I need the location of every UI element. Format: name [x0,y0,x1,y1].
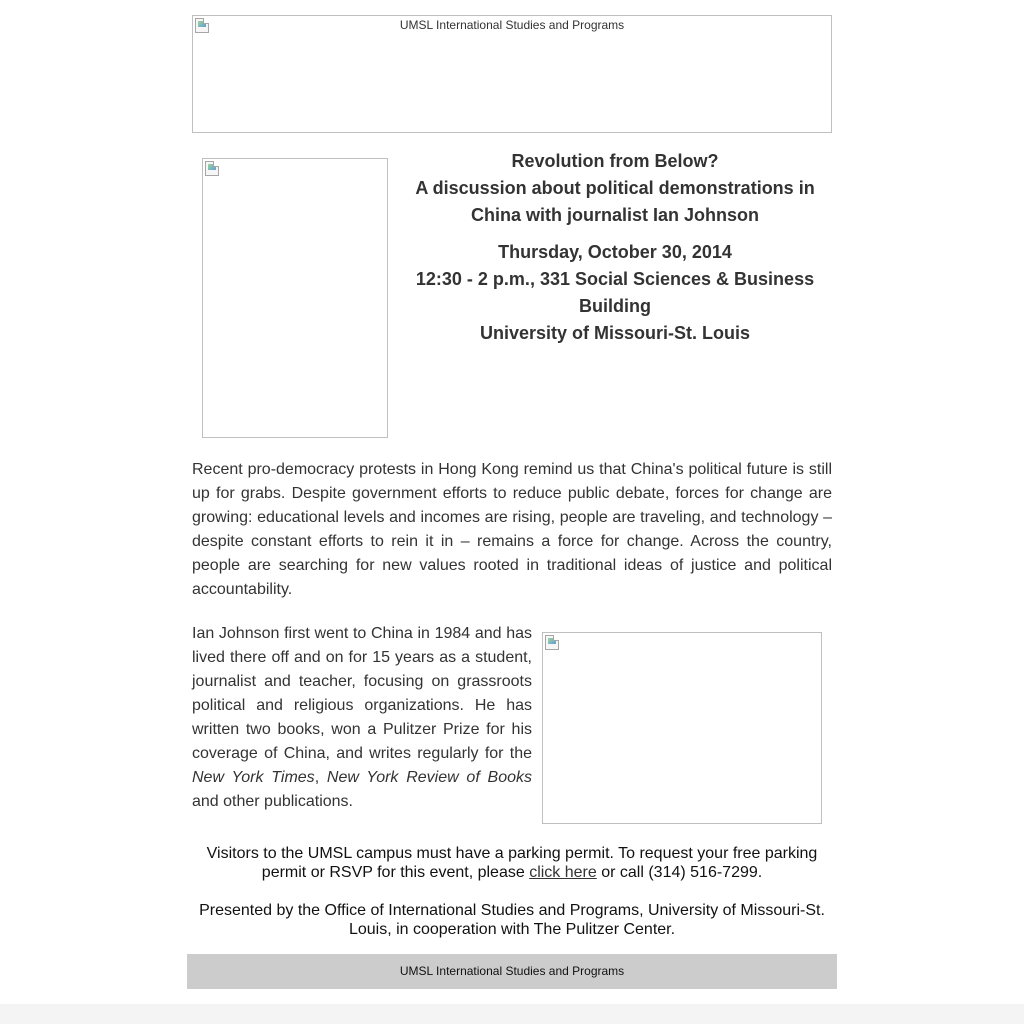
banner-alt-text: UMSL International Studies and Programs [399,18,625,32]
page-bottom-strip [0,1004,1024,1024]
broken-image-icon [545,635,559,650]
broken-image-icon [205,161,219,176]
book-cover-image [542,632,822,824]
bio-text: Ian Johnson first went to China in 1984 and has lived there off and on for 15 years as a student, journalist and teacher, focusing on grassroots political and religious organizations. He has written two books, won a Pulitzer Prize for his coverage of China, and writes regularly for the [192,625,532,762]
event-date: Thursday, October 30, 2014 [498,242,732,262]
footer-bar: UMSL International Studies and Programs [187,954,837,989]
presented-by: Presented by the Office of International Studies and Programs, University of Missouri-St. Louis, in cooperation with The Pulitzer Center. [199,902,825,938]
bio-paragraph [192,622,532,814]
publication-nyrb: New York Review of Books [326,769,532,786]
bio-text-end: and other publications. [192,793,353,810]
header-banner-image [192,15,832,133]
parking-info [192,844,832,882]
event-subtitle: A discussion about political demonstrations in China with journalist Ian Johnson [415,178,815,225]
publication-separator: , [314,769,320,786]
publication-nyt: New York Times [192,769,315,786]
event-venue: University of Missouri-St. Louis [479,323,751,343]
parking-phone: or call (314) 516-7299. [601,864,763,881]
event-title: Revolution from Below? [511,151,719,171]
intro-paragraph: Recent pro-democracy protests in Hong Kong remind us that China's political future is still up for grabs. Despite government efforts to reduce public debate, forces for change are growing: educational levels and incomes are rising, people are traveling, and technology – despite constant efforts to rein it in – remains a force for change. Across the country, people are searching for new values rooted in traditional ideas of justice and political accountability. [192,461,832,598]
parking-text: Visitors to the UMSL campus must have a parking permit. To request your free parking permit or RSVP for this event, please [206,845,818,881]
rsvp-link[interactable]: click here [529,864,597,881]
event-time-location: 12:30 - 2 p.m., 331 Social Sciences & Business Building [415,269,815,316]
event-info [400,148,830,347]
speaker-portrait-image [202,158,388,438]
